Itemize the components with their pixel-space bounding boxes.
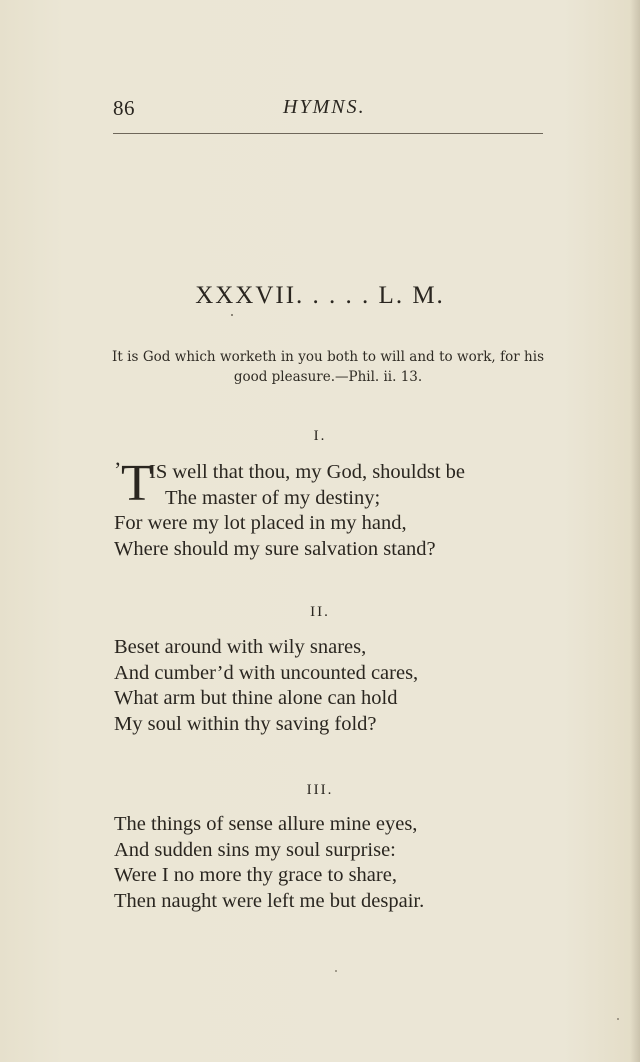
stanza-line: And cumber’d with uncounted cares, (114, 661, 419, 684)
stanza-number-2: II. (310, 604, 330, 620)
drop-cap: T (121, 455, 153, 512)
stanza-1 (114, 455, 554, 562)
stanza-line: The master of my destiny; (165, 486, 381, 509)
stanza-line: Beset around with wily snares, (114, 636, 367, 658)
stanza-line: And sudden sins my soul surprise: (114, 838, 396, 861)
stanza-line: Then naught were left me but despair. (114, 889, 425, 912)
page-header (113, 96, 543, 126)
opening-apostrophe: ’ (114, 457, 122, 482)
stanza-number-1: I. (313, 428, 327, 444)
epigraph-line-1: It is God which worketh in you both to will and to work, for his (112, 349, 544, 365)
running-head: HYMNS. (283, 96, 366, 118)
hymn-title: XXXVII. . . . . L. M. (195, 282, 445, 309)
stanza-line: Were I no more thy grace to share, (114, 864, 397, 886)
stanza-line: Where should my sure salvation stand? (114, 537, 436, 560)
stanza-line: My soul within thy saving fold? (114, 712, 377, 735)
stanza-line: What arm but thine alone can hold (114, 687, 398, 709)
title-dot (231, 314, 233, 316)
paper-speck (335, 970, 337, 972)
paper-speck (617, 1018, 619, 1020)
stanza-line: The things of sense allure mine eyes, (114, 813, 418, 835)
stanza-3 (114, 812, 554, 914)
epigraph (112, 347, 544, 387)
page-edge-shadow (630, 0, 640, 1062)
stanza-line: For were my lot placed in my hand, (114, 512, 407, 534)
stanza-line-text: IS well that thou, my God, shouldst be (149, 461, 466, 483)
stanza-2 (114, 635, 554, 737)
stanza-number-3: III. (306, 782, 334, 798)
epigraph-line-2: good pleasure.—Phil. ii. 13. (233, 369, 423, 385)
header-rule (113, 133, 543, 134)
page-number: 86 (113, 96, 135, 120)
